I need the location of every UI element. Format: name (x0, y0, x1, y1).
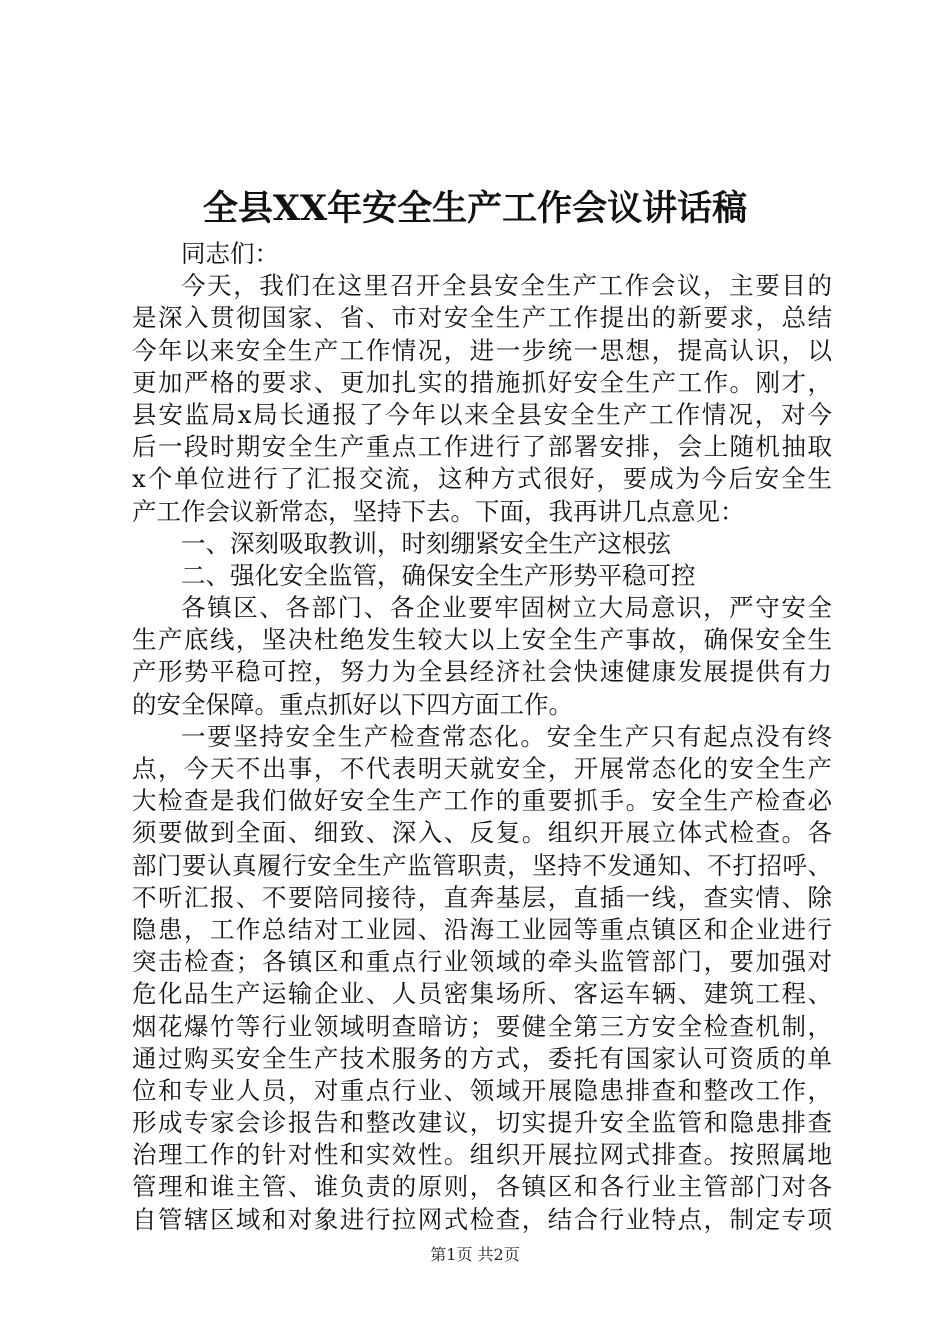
text-line: 各镇区、各部门、各企业要牢固树立大局意识，严守安全 (181, 593, 832, 623)
text-line: 大检查是我们做好安全生产工作的重要抓手。安全生产检查必 (132, 786, 832, 816)
text-line: 部门要认真履行安全生产监管职责，坚持不发通知、不打招呼、 (132, 850, 832, 880)
text-line: 位和专业人员，对重点行业、领域开展隐患排查和整改工作， (132, 1075, 832, 1105)
text-line: 生产底线，坚决杜绝发生较大以上安全生产事故，确保安全生 (132, 625, 832, 655)
text-line: 治理工作的针对性和实效性。组织开展拉网式排查。按照属地 (132, 1140, 832, 1170)
text-line: 县安监局x局长通报了今年以来全县安全生产工作情况，对今 (132, 399, 832, 429)
text-line: 产工作会议新常态，坚持下去。下面，我再讲几点意见： (132, 496, 745, 526)
text-line: 一要坚持安全生产检查常态化。安全生产只有起点没有终 (181, 721, 832, 751)
page-footer: 第1页 共2页 (430, 1245, 520, 1264)
text-line: 通过购买安全生产技术服务的方式，委托有国家认可资质的单 (132, 1043, 832, 1073)
text-line: 后一段时期安全生产重点工作进行了部署安排，会上随机抽取 (132, 432, 832, 462)
text-line: 突击检查；各镇区和重点行业领域的牵头监管部门，要加强对 (132, 947, 832, 977)
text-line: 一、深刻吸取教训，时刻绷紧安全生产这根弦 (181, 528, 671, 558)
text-line: 不听汇报、不要陪同接待，直奔基层，直插一线，查实情、除 (132, 882, 832, 912)
text-line: 产形势平稳可控，努力为全县经济社会快速健康发展提供有力 (132, 657, 832, 687)
document-title: 全县XX年安全生产工作会议讲话稿 (202, 188, 748, 229)
document-body (132, 238, 832, 1236)
text-line: 同志们： (181, 239, 279, 268)
text-line: x个单位进行了汇报交流，这种方式很好，要成为今后安全生 (132, 464, 832, 494)
text-line: 形成专家会诊报告和整改建议，切实提升安全监管和隐患排查 (132, 1108, 832, 1138)
text-line: 须要做到全面、细致、深入、反复。组织开展立体式检查。各 (132, 818, 832, 848)
text-line: 自管辖区域和对象进行拉网式检查，结合行业特点，制定专项 (132, 1204, 832, 1234)
text-line: 烟花爆竹等行业领域明查暗访；要健全第三方安全检查机制， (132, 1011, 832, 1041)
text-line: 点，今天不出事，不代表明天就安全，开展常态化的安全生产 (132, 754, 832, 783)
text-line: 危化品生产运输企业、人员密集场所、客运车辆、建筑工程、 (132, 979, 832, 1009)
text-line: 二、强化安全监管，确保安全生产形势平稳可控 (181, 560, 696, 590)
text-line: 的安全保障。重点抓好以下四方面工作。 (132, 689, 573, 719)
text-line: 管理和谁主管、谁负责的原则，各镇区和各行业主管部门对各 (132, 1172, 832, 1202)
text-line: 更加严格的要求、更加扎实的措施抓好安全生产工作。刚才， (132, 367, 832, 397)
text-line: 是深入贯彻国家、省、市对安全生产工作提出的新要求，总结 (132, 303, 832, 333)
text-line: 隐患，工作总结对工业园、沿海工业园等重点镇区和企业进行 (132, 914, 832, 944)
text-line: 今年以来安全生产工作情况，进一步统一思想，提高认识，以 (132, 335, 832, 365)
text-line: 今天，我们在这里召开全县安全生产工作会议，主要目的 (181, 271, 832, 301)
